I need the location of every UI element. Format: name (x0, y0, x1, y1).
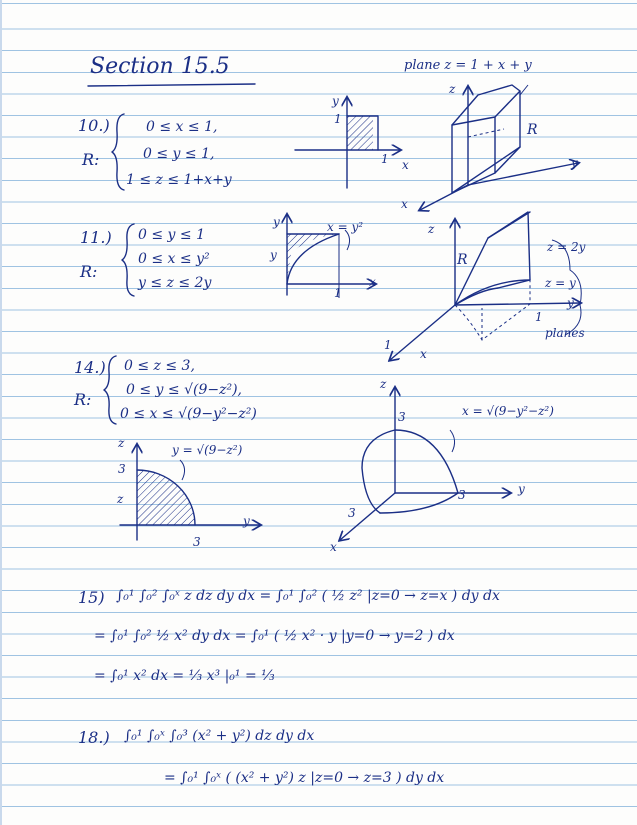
problem-11-curve-label: x = y² (327, 220, 364, 234)
problem-10-axis-z: z (449, 82, 456, 96)
problem-14-surface-label: x = √(9−y²−z²) (462, 404, 554, 418)
problem-10-line-1: 0 ≤ x ≤ 1, (146, 119, 218, 135)
problem-11-axis-x: x (420, 347, 427, 361)
problem-15-line-3: = ∫₀¹ x² dx = ⅓ x³ |₀¹ = ⅓ (94, 668, 275, 684)
problem-10-line-2: 0 ≤ y ≤ 1, (143, 146, 215, 162)
problem-11-line-2: 0 ≤ x ≤ y² (138, 251, 210, 267)
problem-10-sketch-tick-x: 1 (381, 152, 389, 166)
problem-10-sketch-y: y (332, 94, 339, 108)
problem-14-sketch-z: z (118, 436, 125, 450)
problem-10-label: 10.) (78, 116, 110, 135)
problem-14-line-3: 0 ≤ x ≤ √(9−y²−z²) (120, 406, 257, 422)
problem-18-line-2: = ∫₀¹ ∫₀ˣ ( (x² + y²) z |z=0 → z=3 ) dy dx (164, 770, 445, 786)
problem-10-axis-x: x (401, 197, 408, 211)
problem-11-planes-note: planes (545, 326, 585, 340)
problem-14-line-2: 0 ≤ y ≤ √(9−z²), (126, 382, 242, 398)
problem-14-sketch-y: y (243, 514, 250, 528)
problem-14-sketch-tick-y: 3 (193, 535, 201, 549)
problem-11-label: 11.) (80, 228, 112, 247)
problem-11-tick-1: 1 (535, 310, 543, 324)
problem-10-xy-sketch (290, 90, 410, 190)
problem-14-label: 14.) (74, 358, 106, 377)
problem-14-tick-z: 3 (398, 410, 406, 424)
problem-15-label: 15) (78, 588, 105, 607)
problem-10-sketch-tick-y: 1 (334, 112, 342, 126)
problem-10-3d-sketch (400, 75, 600, 225)
problem-11-plane-2: z = y (545, 276, 576, 290)
problem-10-region: R: (82, 150, 100, 169)
problem-18-line-1: ∫₀¹ ∫₀ˣ ∫₀³ (x² + y²) dz dy dx (124, 728, 315, 744)
problem-10-sketch-x: x (402, 158, 409, 172)
problem-11-plane-1: z = 2y (547, 240, 586, 254)
problem-10-region-tag: R (527, 122, 538, 138)
problem-14-tick-x: 3 (348, 506, 356, 520)
problem-14-sketch-tick-z: 3 (118, 462, 126, 476)
problem-14-brace (102, 354, 122, 426)
problem-11-region: R: (80, 262, 98, 281)
problem-14-region: R: (74, 390, 92, 409)
problem-10-line-3: 1 ≤ z ≤ 1+x+y (126, 172, 232, 188)
problem-11-sketch-y2: y (270, 248, 277, 262)
problem-14-line-1: 0 ≤ z ≤ 3, (124, 358, 195, 374)
page-title: Section 15.5 (90, 54, 230, 79)
problem-10-plane-label: plane z = 1 + x + y (404, 58, 532, 73)
problem-18-label: 18.) (78, 728, 110, 747)
problem-11-axis-y: y (567, 296, 574, 310)
problem-15-line-1: ∫₀¹ ∫₀² ∫₀ˣ z dz dy dx = ∫₀¹ ∫₀² ( ½ z² |z=0 → z=x ) dy dx (116, 588, 500, 604)
problem-10-axis-y: y (571, 156, 578, 170)
problem-11-sketch-x: x (369, 275, 376, 289)
problem-14-axis-z: z (380, 377, 387, 391)
problem-14-axis-y: y (518, 482, 525, 496)
problem-11-sketch-y: y (273, 215, 280, 229)
problem-14-axis-x: x (330, 540, 337, 554)
problem-11-xy-sketch (265, 210, 385, 300)
problem-11-line-1: 0 ≤ y ≤ 1 (138, 227, 205, 243)
problem-11-line-3: y ≤ z ≤ 2y (138, 275, 212, 291)
problem-14-tick-y: 3 (458, 488, 466, 502)
problem-11-tick-x: 1 (384, 338, 392, 352)
problem-11-region-tag: R (457, 252, 468, 268)
problem-15-line-2: = ∫₀¹ ∫₀² ½ x² dy dx = ∫₀¹ ( ½ x² · y |y=0 → y=2 ) dx (94, 628, 455, 644)
problem-14-curve-label: y = √(9−z²) (172, 443, 243, 457)
problem-11-sketch-tick: 1 (334, 286, 342, 300)
problem-14-sketch-z2: z (117, 492, 124, 506)
problem-11-brace (120, 222, 140, 298)
problem-11-axis-z: z (428, 222, 435, 236)
